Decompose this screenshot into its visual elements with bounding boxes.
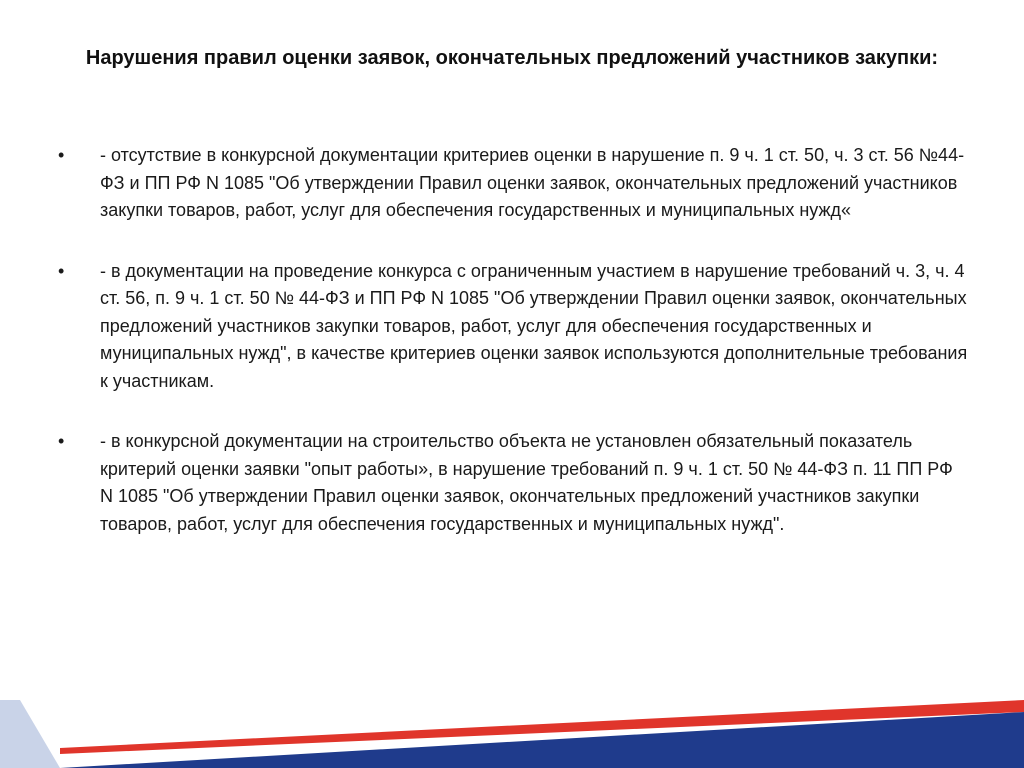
bullet-marker: • (58, 145, 65, 165)
bullet-text: - в конкурсной документации на строительство объекта не установлен обязательный показатель критерий оценки заявки "опыт работы», в нарушение требований п. 9 ч. 1 ст. 50 № 44-ФЗ п. 11 ПП РФ N 1085 "Об утверждении Правил оценки заявок, окончательных предложений участников закупки товаров, работ, услуг для обеспечения государственных и муниципальных нужд". (100, 431, 953, 534)
bullet-item (58, 258, 968, 396)
footer-blue-stripe (60, 712, 1024, 768)
bullet-marker: • (58, 431, 65, 451)
footer-red-stripe (60, 700, 1024, 754)
bullet-text: - в документации на проведение конкурса с ограниченным участием в нарушение требований ч. 3, ч. 4 ст. 56, п. 9 ч. 1 ст. 50 № 44-ФЗ и ПП РФ N 1085 "Об утверждении Правил оценки заявок, окончательных предложений участников закупки товаров, работ, услуг для обеспечения государственных и муниципальных нужд", в качестве критериев оценки заявок используются дополнительные требования к участникам. (100, 260, 968, 391)
bullet-list (58, 142, 968, 571)
footer-light-stripe (0, 700, 60, 768)
slide-title: Нарушения правил оценки заявок, окончательных предложений участников закупки: (85, 47, 939, 69)
bullet-marker: • (58, 260, 65, 281)
bullet-text: - отсутствие в конкурсной документации критериев оценки в нарушение п. 9 ч. 1 ст. 50, ч. 3 ст. 56 №44-ФЗ и ПП РФ N 1085 "Об утверждении Правил оценки заявок, окончательных предложений участников закупки товаров, работ, услуг для обеспечения государственных и муниципальных нужд« (100, 145, 965, 220)
bullet-item (58, 142, 968, 225)
bullet-item (58, 428, 968, 538)
